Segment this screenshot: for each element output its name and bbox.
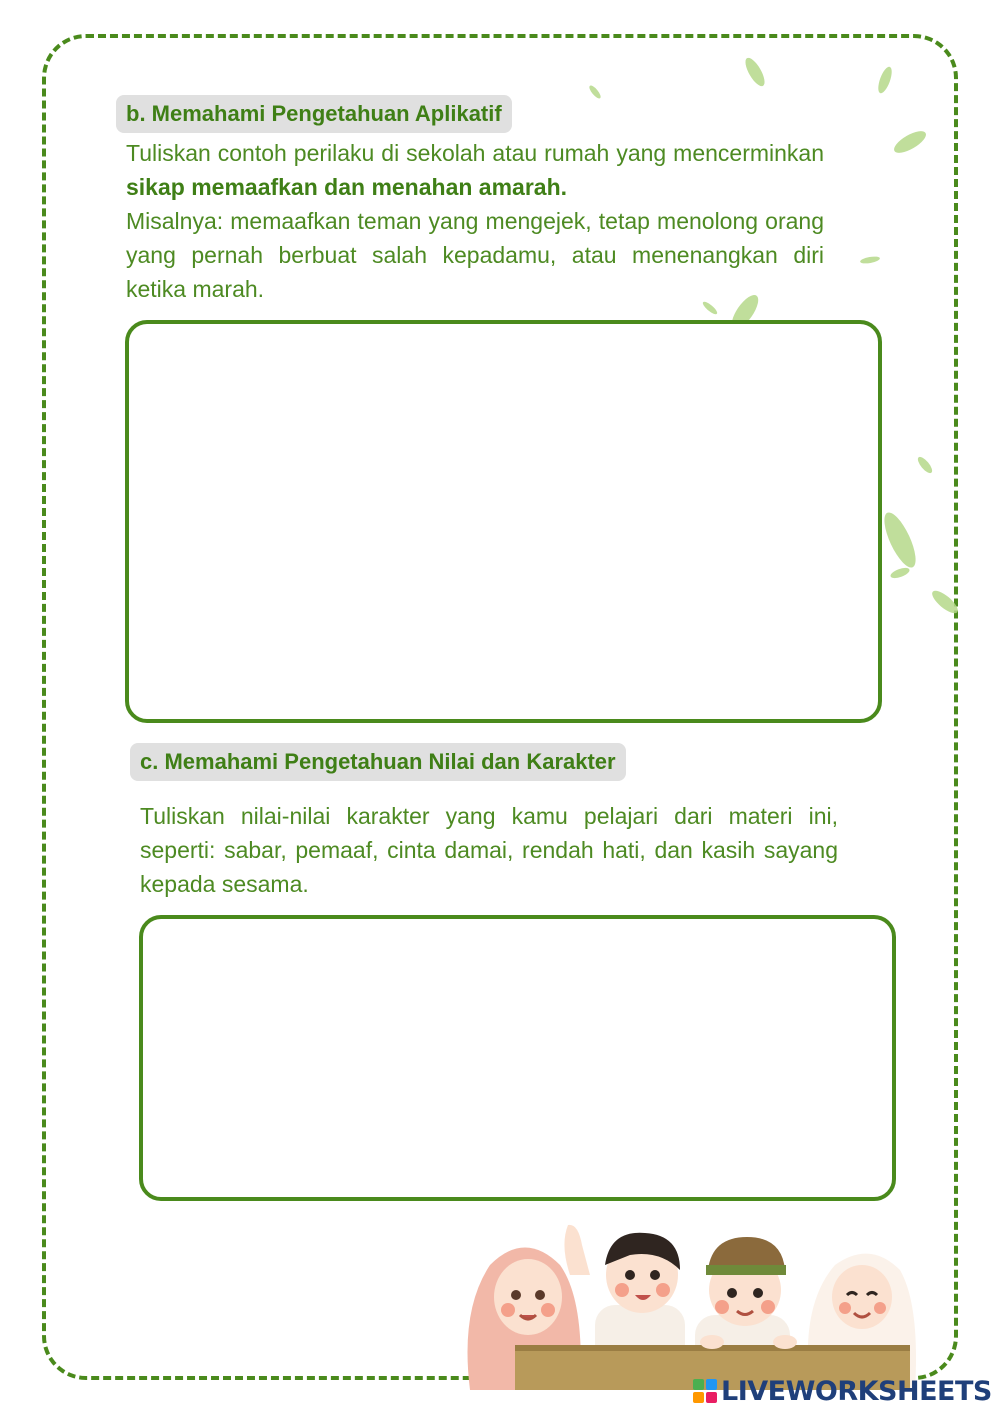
section-c-answer-box[interactable]	[139, 915, 896, 1201]
section-b-instruction-bold: sikap memaafkan dan menahan amarah.	[126, 174, 568, 200]
logo-square	[706, 1379, 717, 1390]
section-b-answer-box[interactable]	[125, 320, 882, 723]
children-illustration	[450, 1215, 930, 1390]
liveworksheets-logo	[693, 1374, 992, 1408]
logo-square	[693, 1379, 704, 1390]
logo-square	[693, 1392, 704, 1403]
logo-square	[706, 1392, 717, 1403]
section-b-example: Misalnya: memaafkan teman yang mengejek, tetap menolong orang yang pernah berbuat salah kepadamu, atau menenangkan diri ketika marah.	[126, 208, 824, 302]
section-c-instruction: Tuliskan nilai-nilai karakter yang kamu pelajari dari materi ini, seperti: sabar, pemaaf, cinta damai, rendah hati, dan kasih sayang kepada sesama.	[140, 803, 838, 897]
section-b-instruction-text: Tuliskan contoh perilaku di sekolah atau rumah yang mencerminkan	[126, 140, 824, 166]
section-c-heading: c. Memahami Pengetahuan Nilai dan Karakter	[130, 743, 626, 781]
section-b-heading: b. Memahami Pengetahuan Aplikatif	[116, 95, 512, 133]
liveworksheets-logo-text: LIVEWORKSHEETS	[721, 1375, 992, 1407]
section-b-instruction	[126, 136, 824, 204]
liveworksheets-mark-icon	[693, 1379, 717, 1403]
